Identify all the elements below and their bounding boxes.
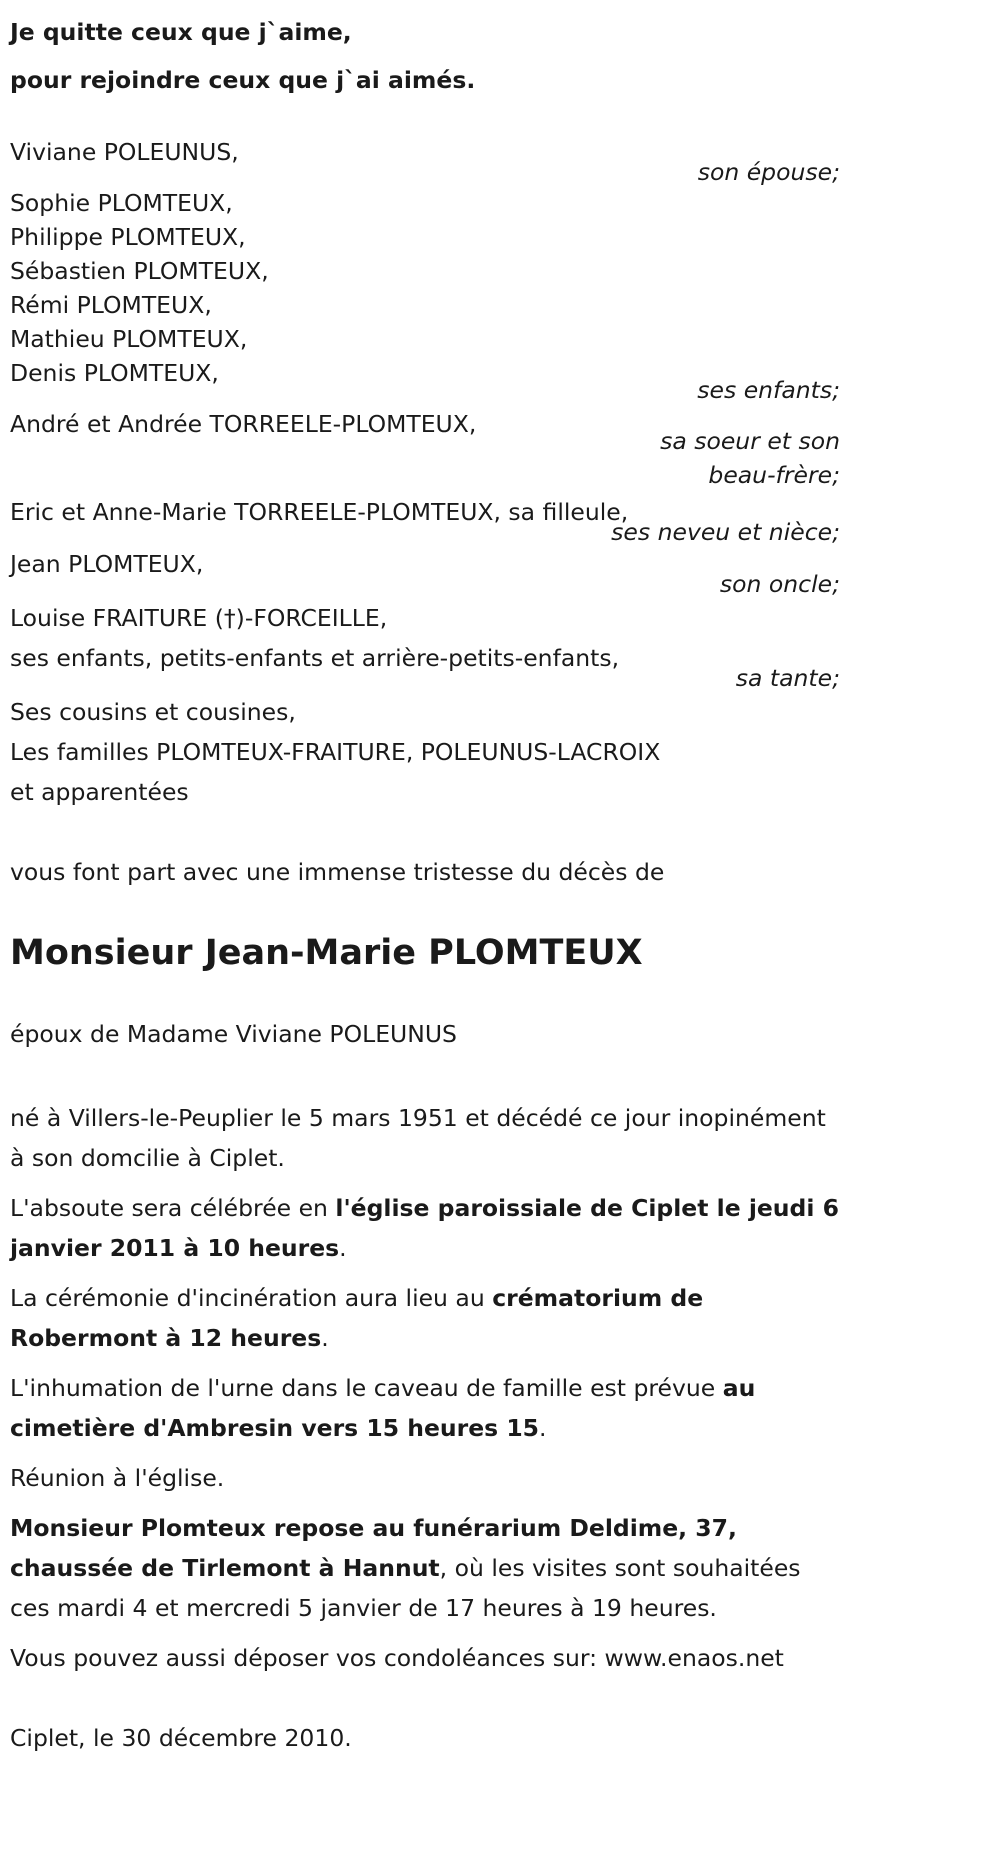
child-name: Sébastien PLOMTEUX, — [10, 257, 269, 285]
closing-date: Ciplet, le 30 décembre 2010. — [10, 1724, 352, 1752]
nephew-relation: ses neveu et nièce; — [611, 518, 840, 546]
condolences-text: Vous pouvez aussi déposer vos condoléances sur: www.enaos.net — [10, 1644, 784, 1672]
incineration-location: crématorium de Robermont à 12 heures — [10, 1284, 704, 1352]
children-list — [10, 186, 840, 390]
absoute-suffix: . — [339, 1234, 347, 1262]
aunt-name: Louise FRAITURE (†)-FORCEILLE, — [10, 604, 388, 632]
spouse-name: Viviane POLEUNUS, — [10, 138, 239, 166]
obituary-page — [10, 0, 840, 1758]
absoute-prefix: L'absoute sera célébrée en — [10, 1194, 336, 1222]
aunt-descendants: ses enfants, petits-enfants et arrière-petits-enfants, — [10, 644, 620, 672]
funerarium-paragraph — [10, 1508, 840, 1628]
sister-relation-2: beau-frère; — [708, 461, 840, 489]
sister-name: André et Andrée TORREELE-PLOMTEUX, — [10, 410, 477, 438]
deceased-spouse: époux de Madame Viviane POLEUNUS — [10, 1020, 457, 1048]
child-name: Sophie PLOMTEUX, — [10, 189, 233, 217]
incineration-paragraph — [10, 1278, 840, 1358]
uncle-name: Jean PLOMTEUX, — [10, 550, 204, 578]
child-name: Denis PLOMTEUX, — [10, 359, 219, 387]
funerarium-visits: , où les visites sont souhaitées ces mardi 4 et mercredi 5 janvier de 17 heures à 19 heures. — [10, 1554, 801, 1622]
inhumation-suffix: . — [539, 1414, 547, 1442]
birth-death-text: né à Villers-le-Peuplier le 5 mars 1951 et décédé ce jour inopinément à son domcilie à Ciplet. — [10, 1104, 826, 1172]
incineration-suffix: . — [321, 1324, 329, 1352]
inhumation-location: au cimetière d'Ambresin vers 15 heures 15 — [10, 1374, 756, 1442]
funerarium-location: Monsieur Plomteux repose au funérarium Deldime, 37, chaussée de Tirlemont à Hannut — [10, 1514, 737, 1582]
incineration-prefix: La cérémonie d'incinération aura lieu au — [10, 1284, 493, 1312]
child-name: Philippe PLOMTEUX, — [10, 223, 246, 251]
child-name: Mathieu PLOMTEUX, — [10, 325, 248, 353]
spouse-relation: son épouse; — [697, 158, 840, 186]
quote-line-2: pour rejoindre ceux que j`ai aimés. — [10, 66, 476, 94]
sister-relation-1: sa soeur et son — [660, 427, 840, 455]
opening-quote — [10, 8, 840, 104]
family-list — [10, 132, 840, 812]
cousins: Ses cousins et cousines, — [10, 698, 296, 726]
deceased-name: Monsieur Jean-Marie PLOMTEUX — [10, 933, 643, 973]
inhumation-paragraph — [10, 1368, 840, 1448]
reunion-text: Réunion à l'église. — [10, 1464, 225, 1492]
children-relation: ses enfants; — [697, 376, 840, 404]
families: Les familles PLOMTEUX-FRAITURE, POLEUNUS-LACROIX — [10, 738, 661, 766]
announcement: vous font part avec une immense tristesse du décès de — [10, 858, 665, 886]
aunt-relation: sa tante; — [735, 664, 840, 692]
quote-line-1: Je quitte ceux que j`aime, — [10, 18, 352, 46]
uncle-relation: son oncle; — [719, 570, 840, 598]
absoute-location: l'église paroissiale de Ciplet le jeudi 6 janvier 2011 à 10 heures — [10, 1194, 839, 1262]
nephew-name: Eric et Anne-Marie TORREELE-PLOMTEUX, sa filleule, — [10, 498, 629, 526]
related-families: et apparentées — [10, 778, 189, 806]
child-name: Rémi PLOMTEUX, — [10, 291, 212, 319]
absoute-paragraph — [10, 1188, 840, 1268]
inhumation-prefix: L'inhumation de l'urne dans le caveau de famille est prévue — [10, 1374, 723, 1402]
